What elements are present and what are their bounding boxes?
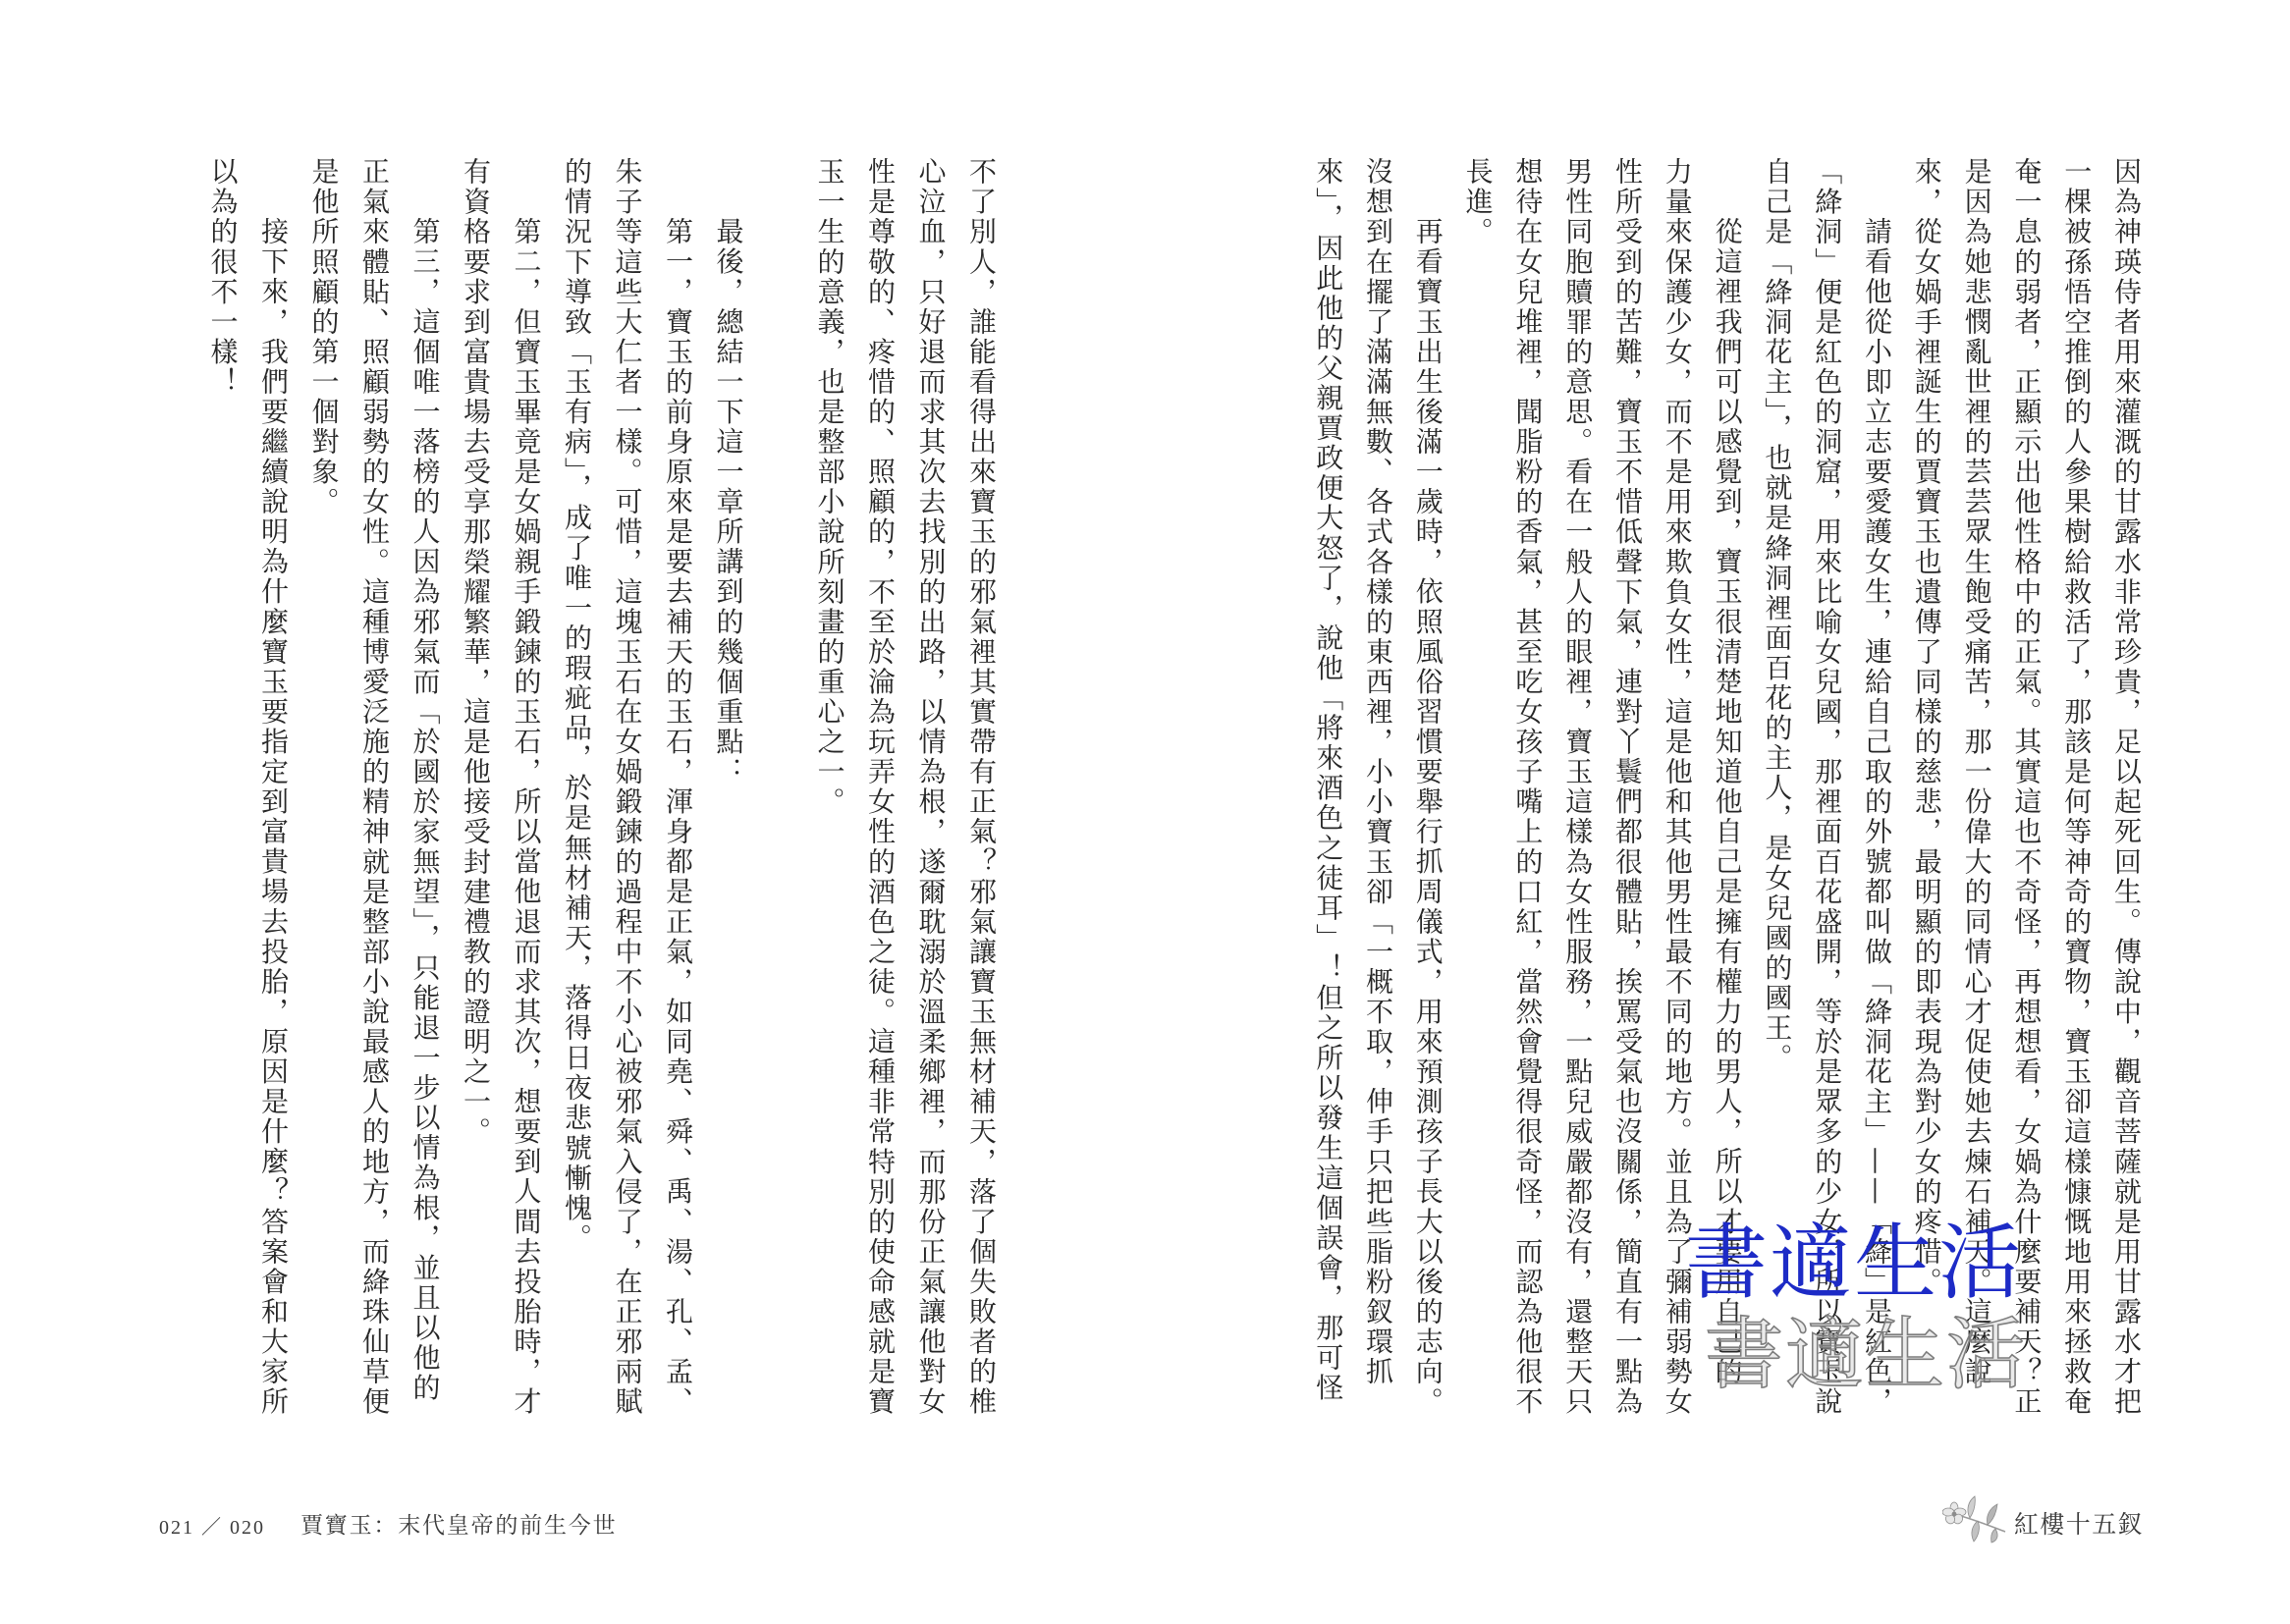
text-column: 正氣來體貼、照顧弱勢的女性。這種博愛泛施的精神就是整部小說最感人的地方，而絳珠仙草便 [358,157,391,1418]
text-column: 心泣血，只好退而求其次去找別的出路，以情為根，遂爾耽溺於溫柔鄉裡，而那份正氣讓他對女 [914,157,948,1418]
text-column: 最後，總結一下這一章所講到的幾個重點： [712,217,745,787]
text-column: 一棵被孫悟空推倒的人參果樹給救活了，那該是何等神奇的寶物，寶玉卻這樣慷慨地用來拯救奄 [2060,157,2094,1418]
text-column: 不了別人，誰能看得出來寶玉的邪氣裡其實帶有正氣？邪氣讓寶玉無材補天，落了個失敗者的椎 [965,157,998,1418]
watermark-text: 書適生活 [1685,1215,2024,1311]
text-column: 性是尊敬的、疼惜的、照顧的，不至於淪為玩弄女性的酒色之徒。這種非常特別的使命感就是寶 [864,157,897,1418]
text-column: 接下來，我們要繼續說明為什麼寶玉要指定到富貴場去投胎，原因是什麼？答案會和大家所 [257,217,290,1417]
text-column: 第二，但寶玉畢竟是女媧親手鍛鍊的玉石，所以當他退而求其次，想要到人間去投胎時，才 [510,217,543,1417]
text-column: 是他所照顧的第一個對象。 [307,157,341,517]
text-column: 是因為她悲憫亂世裡的芸芸眾生飽受痛苦，那一份偉大的同情心才促使她去煉石補天。這麼說 [1960,157,1993,1387]
text-column: 第三，這個唯一落榜的人因為邪氣而「於國於家無望」，只能退一步以情為根，並且以他的 [409,217,442,1403]
text-column: 「絳洞」便是紅色的洞窟，用來比喻女兒國，那裡面百花盛開，等於是眾多的少女，所以寶玉說 [1811,157,1844,1418]
text-column: 玉一生的意義，也是整部小說所刻畫的重心之一。 [813,157,846,818]
text-column: 第一，寶玉的前身原來是要去補天的玉石，渾身都是正氣，如同堯、舜、禹、湯、孔、孟、 [662,217,694,1417]
text-column: 奄一息的弱者，正顯示出他性格中的正氣。其實這也不奇怪，再想想看，女媧為什麼要補天？正 [2010,157,2044,1418]
text-column: 男性同胞贖罪的意思。看在一般人的眼裡，寶玉這樣為女性服務，一點兒威嚴都沒有，還整天只 [1561,157,1595,1418]
chapter-title: 賈寶玉：末代皇帝的前生今世 [300,1513,618,1539]
page-numbers: 021 ／ 020 [159,1517,265,1539]
text-column: 長進。 [1461,157,1495,247]
watermark-text-outline: 書適生活 [1705,1309,2027,1400]
text-column: 來」，因此他的父親賈政便大怒了，說他「將來酒色之徒耳」！但之所以發生這個誤會，那可怪 [1312,157,1345,1404]
text-column: 性所受到的苦難，寶玉不惜低聲下氣，連對丫鬟們都很體貼，挨罵受氣也沒關係，簡直有一點為 [1611,157,1644,1418]
text-column: 因為神瑛侍者用來灌溉的甘露水非常珍貴，足以起死回生。傳說中，觀音菩薩就是用甘露水才把 [2110,157,2143,1418]
text-column: 請看他從小即立志要愛護女生，連給自己取的外號都叫做「絳洞花主」——「絳」是紅色， [1861,217,1893,1417]
text-column: 來，從女媧手裡誕生的賈寶玉也遺傳了同樣的慈悲，最明顯的即表現為對少女的疼惜。 [1910,157,1943,1297]
text-column: 再看寶玉出生後滿一歲時，依照風俗習慣要舉行抓周儀式，用來預測孩子長大以後的志向。 [1411,217,1445,1417]
text-column: 沒想到在擺了滿滿無數、各式各樣的東西裡，小小寶玉卻「一概不取，伸手只把些脂粉釵環抓 [1362,157,1394,1387]
text-column: 以為的很不一樣！ [206,157,240,398]
text-column: 的情況下導致「玉有病」，成了唯一的瑕疵品，於是無材補天，落得日夜悲號慚愧。 [561,157,593,1254]
text-column: 想待在女兒堆裡，聞脂粉的香氣，甚至吃女孩子嘴上的口紅，當然會覺得很奇怪，而認為他很不 [1511,157,1545,1418]
text-column: 自己是「絳洞花主」，也就是絳洞裡面百花的主人，是女兒國的國王。 [1761,157,1794,1074]
text-column: 力量來保護少女，而不是用來欺負女性，這是他和其他男性最不同的地方。並且為了彌補弱勢女 [1661,157,1694,1418]
book-title: 紅樓十五釵 [2014,1510,2145,1539]
text-column: 從這裡我們可以感覺到，寶玉很清楚地知道他自己是擁有權力的男人，所以才要用自己的 [1711,217,1744,1387]
text-column: 有資格要求到富貴場去受享那榮耀繁華，這是他接受封建禮教的證明之一。 [460,157,492,1148]
text-column: 朱子等這些大仁者一樣。可惜，這塊玉石在女媧鍛鍊的過程中不小心被邪氣入侵了，在正邪兩賦 [611,157,644,1418]
